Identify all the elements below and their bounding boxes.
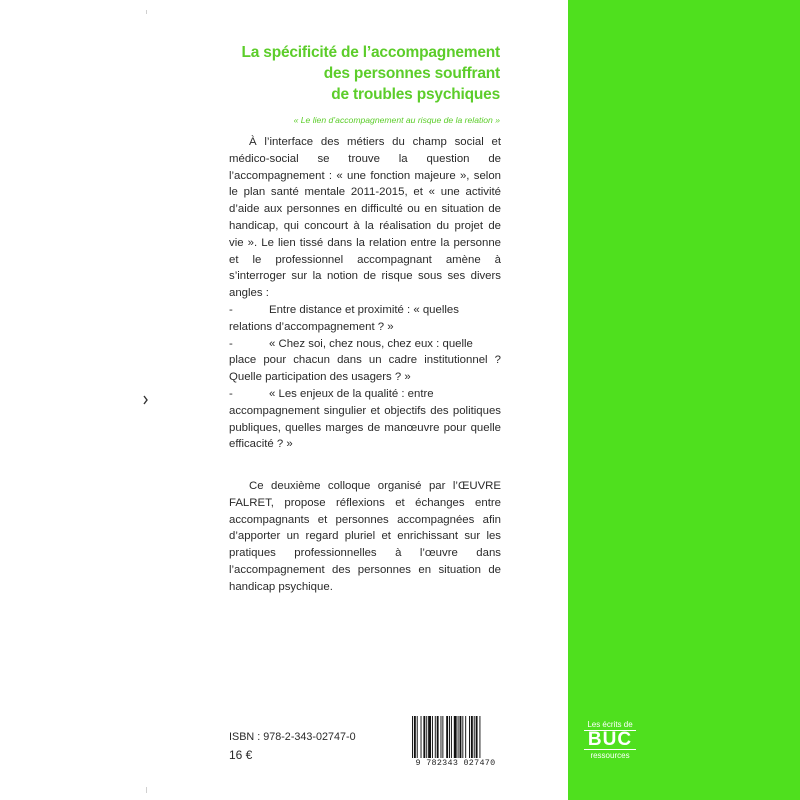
barcode-bar	[446, 716, 448, 758]
barcode-bar	[423, 716, 425, 758]
barcode-bar	[437, 716, 439, 758]
barcode-bar	[435, 716, 436, 758]
list-item	[229, 302, 501, 319]
barcode-bar	[428, 716, 431, 758]
list-item	[229, 336, 501, 353]
barcode-bar	[458, 716, 459, 758]
list-item-first-line: Entre distance et proximité : « quelles	[269, 303, 459, 316]
price-label: 16 €	[229, 748, 253, 762]
logo-bottom-text: ressources	[590, 751, 630, 760]
barcode-bar	[451, 716, 452, 758]
title-line-2: des personnes souffrant	[323, 65, 500, 82]
crop-mark-top	[146, 10, 147, 14]
title-line-3: de troubles psychiques	[331, 86, 500, 103]
book-title	[226, 42, 500, 105]
barcode-bar	[460, 716, 462, 758]
barcode-bar	[414, 716, 416, 758]
barcode-bar	[417, 716, 418, 758]
list-item-continuation: accompagnement singulier et objectifs des politiques publiques, quelles marges de manœuvre pour quelle efficacité ? »	[229, 404, 501, 451]
list-item-first-line: « Chez soi, chez nous, chez eux : quelle	[269, 337, 473, 350]
book-subtitle: « Le lien d’accompagnement au risque de la relation »	[293, 115, 500, 125]
barcode-bar	[465, 716, 466, 758]
barcode	[410, 716, 501, 772]
barcode-bar	[442, 716, 443, 758]
list-dash: -	[229, 337, 233, 350]
isbn-label: ISBN : 978-2-343-02747-0	[229, 731, 356, 743]
barcode-number: 9 782343 027470	[410, 758, 501, 768]
logo-main-text: BUC	[584, 730, 636, 750]
barcode-bar	[421, 716, 422, 758]
barcode-bars	[410, 716, 501, 760]
green-spine-panel	[568, 0, 800, 800]
list-item-first-line: « Les enjeux de la qualité : entre	[269, 387, 434, 400]
list-item	[229, 386, 501, 403]
title-line-1: La spécificité de l’accompagnement	[241, 44, 500, 61]
barcode-bar	[454, 716, 457, 758]
barcode-bar	[441, 716, 442, 758]
barcode-bar	[426, 716, 427, 758]
summary-paragraph-2	[229, 478, 501, 596]
barcode-bar	[471, 716, 473, 758]
barcode-bar	[449, 716, 450, 758]
barcode-bar	[479, 716, 480, 758]
crop-mark-bottom	[146, 787, 147, 793]
back-cover-summary	[229, 134, 501, 453]
barcode-bar	[432, 716, 433, 758]
summary-paragraph-2-text: Ce deuxième colloque organisé par l’ŒUVRE FALRET, propose réflexions et échanges entre accompagnants et personnes accompagnées afin d’apporter un regard pluriel et enrichissant sur les pratiques professionnelles à l’œuvre dans l’accompagnement des personnes en situation de handicap psychique.	[229, 480, 501, 593]
publisher-logo	[578, 720, 642, 764]
list-dash: -	[229, 387, 233, 400]
spine-marker-icon	[143, 394, 149, 406]
barcode-bar	[474, 716, 475, 758]
summary-paragraph-1: À l’interface des métiers du champ social et médico-social se trouve la question de l’accompagnement : « une fonction majeure », selon le plan santé mentale 2011-2015, et « une activité d’aide aux personnes en difficulté ou en situation de handicap, qui concourt à la réalisation du projet de vie ». Le lien tissé dans la relation entre la personne et le professionnel accompagnant amène à s’interroger sur la notion de risque sous ses divers angles :	[229, 136, 501, 300]
list-dash: -	[229, 303, 233, 316]
logo-top-text: Les écrits de	[587, 720, 633, 729]
barcode-bar	[412, 716, 413, 758]
barcode-bar	[462, 716, 463, 758]
list-item-continuation: relations d’accompagnement ? »	[229, 320, 394, 333]
list-item-continuation: place pour chacun dans un cadre institutionnel ? Quelle participation des usagers ? »	[229, 354, 501, 384]
barcode-bar	[476, 716, 478, 758]
barcode-bar	[469, 716, 470, 758]
